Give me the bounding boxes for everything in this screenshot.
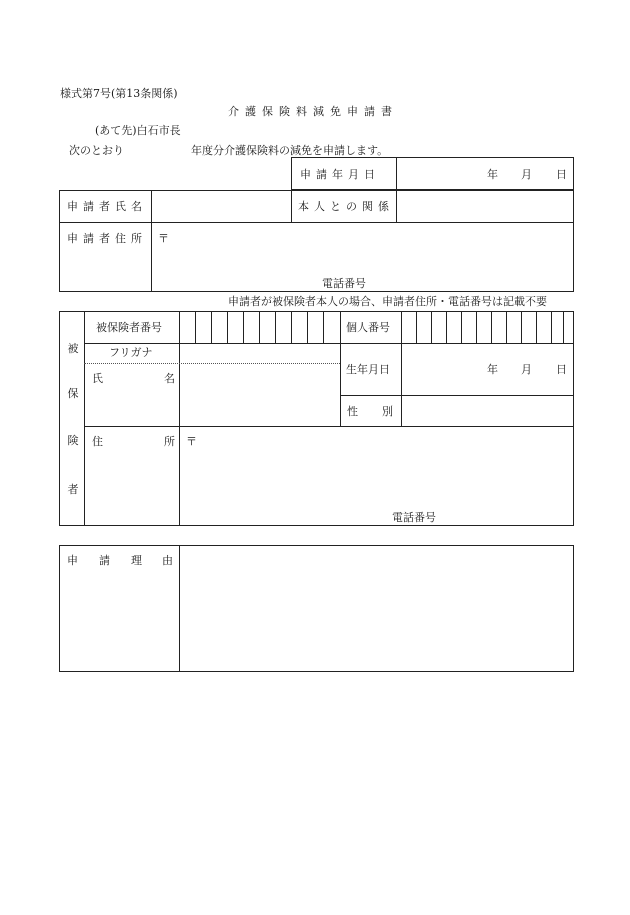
- application-date-field[interactable]: [400, 160, 570, 187]
- relation-field[interactable]: [400, 193, 570, 219]
- form-number: 様式第7号(第13条関係): [60, 87, 178, 100]
- applicant-phone-label: 電話番号: [322, 277, 366, 290]
- applicant-note: 申請者が被保険者本人の場合、申請者住所・電話番号は記載不要: [228, 295, 547, 308]
- furigana-label: フリガナ: [109, 346, 153, 359]
- insured-address-label-2: 所: [164, 435, 175, 448]
- date-day-unit: 日: [556, 168, 567, 181]
- insured-number-field[interactable]: [180, 312, 339, 342]
- insured-number-label: 被保険者番号: [96, 321, 162, 334]
- sex-label-2: 別: [382, 405, 393, 418]
- date-year-unit: 年: [487, 168, 498, 181]
- reason-field[interactable]: [182, 548, 574, 672]
- date-month-unit: 月: [521, 168, 532, 181]
- insured-side-char-2: 保: [67, 387, 79, 400]
- applicant-name-label: 申請者氏名: [67, 200, 147, 213]
- applicant-address-field[interactable]: [155, 226, 570, 276]
- insured-postal-mark: 〒: [186, 435, 197, 448]
- birth-day-unit: 日: [556, 363, 567, 376]
- insured-side-char-4: 者: [67, 483, 79, 496]
- insured-side-char-3: 険: [67, 434, 79, 447]
- reason-label-char-1: 申: [67, 554, 78, 567]
- insured-name-label-1: 氏: [92, 372, 103, 385]
- insured-address-label-1: 住: [92, 435, 103, 448]
- birth-date-label: 生年月日: [346, 363, 390, 376]
- reason-label-char-2: 請: [99, 554, 110, 567]
- birth-year-unit: 年: [487, 363, 498, 376]
- addressee: (あて先)白石市長: [95, 124, 181, 137]
- fiscal-year-field[interactable]: [128, 141, 186, 157]
- insured-name-field[interactable]: [180, 365, 339, 425]
- intro-prefix: 次のとおり: [69, 144, 124, 157]
- intro-suffix: 年度分介護保険料の減免を申請します。: [191, 144, 389, 157]
- applicant-address-label: 申請者住所: [67, 232, 147, 245]
- sex-label-1: 性: [347, 405, 358, 418]
- furigana-field[interactable]: [180, 345, 339, 362]
- relation-label: 本人との関係: [298, 200, 394, 213]
- insured-phone-label: 電話番号: [392, 511, 436, 524]
- insured-address-field[interactable]: [183, 430, 570, 510]
- page-title: 介護保険料減免申請書: [228, 105, 398, 118]
- birth-month-unit: 月: [521, 363, 532, 376]
- application-date-label: 申請年月日: [300, 168, 380, 181]
- personal-number-field[interactable]: [402, 312, 573, 342]
- reason-label-char-4: 由: [162, 554, 173, 567]
- sex-field[interactable]: [402, 397, 573, 425]
- insured-name-label-2: 名: [164, 372, 175, 385]
- applicant-name-field[interactable]: [155, 193, 287, 219]
- personal-number-label: 個人番号: [346, 321, 390, 334]
- insured-side-char-1: 被: [67, 342, 79, 355]
- reason-label-char-3: 理: [131, 554, 142, 567]
- applicant-postal-mark: 〒: [158, 232, 169, 245]
